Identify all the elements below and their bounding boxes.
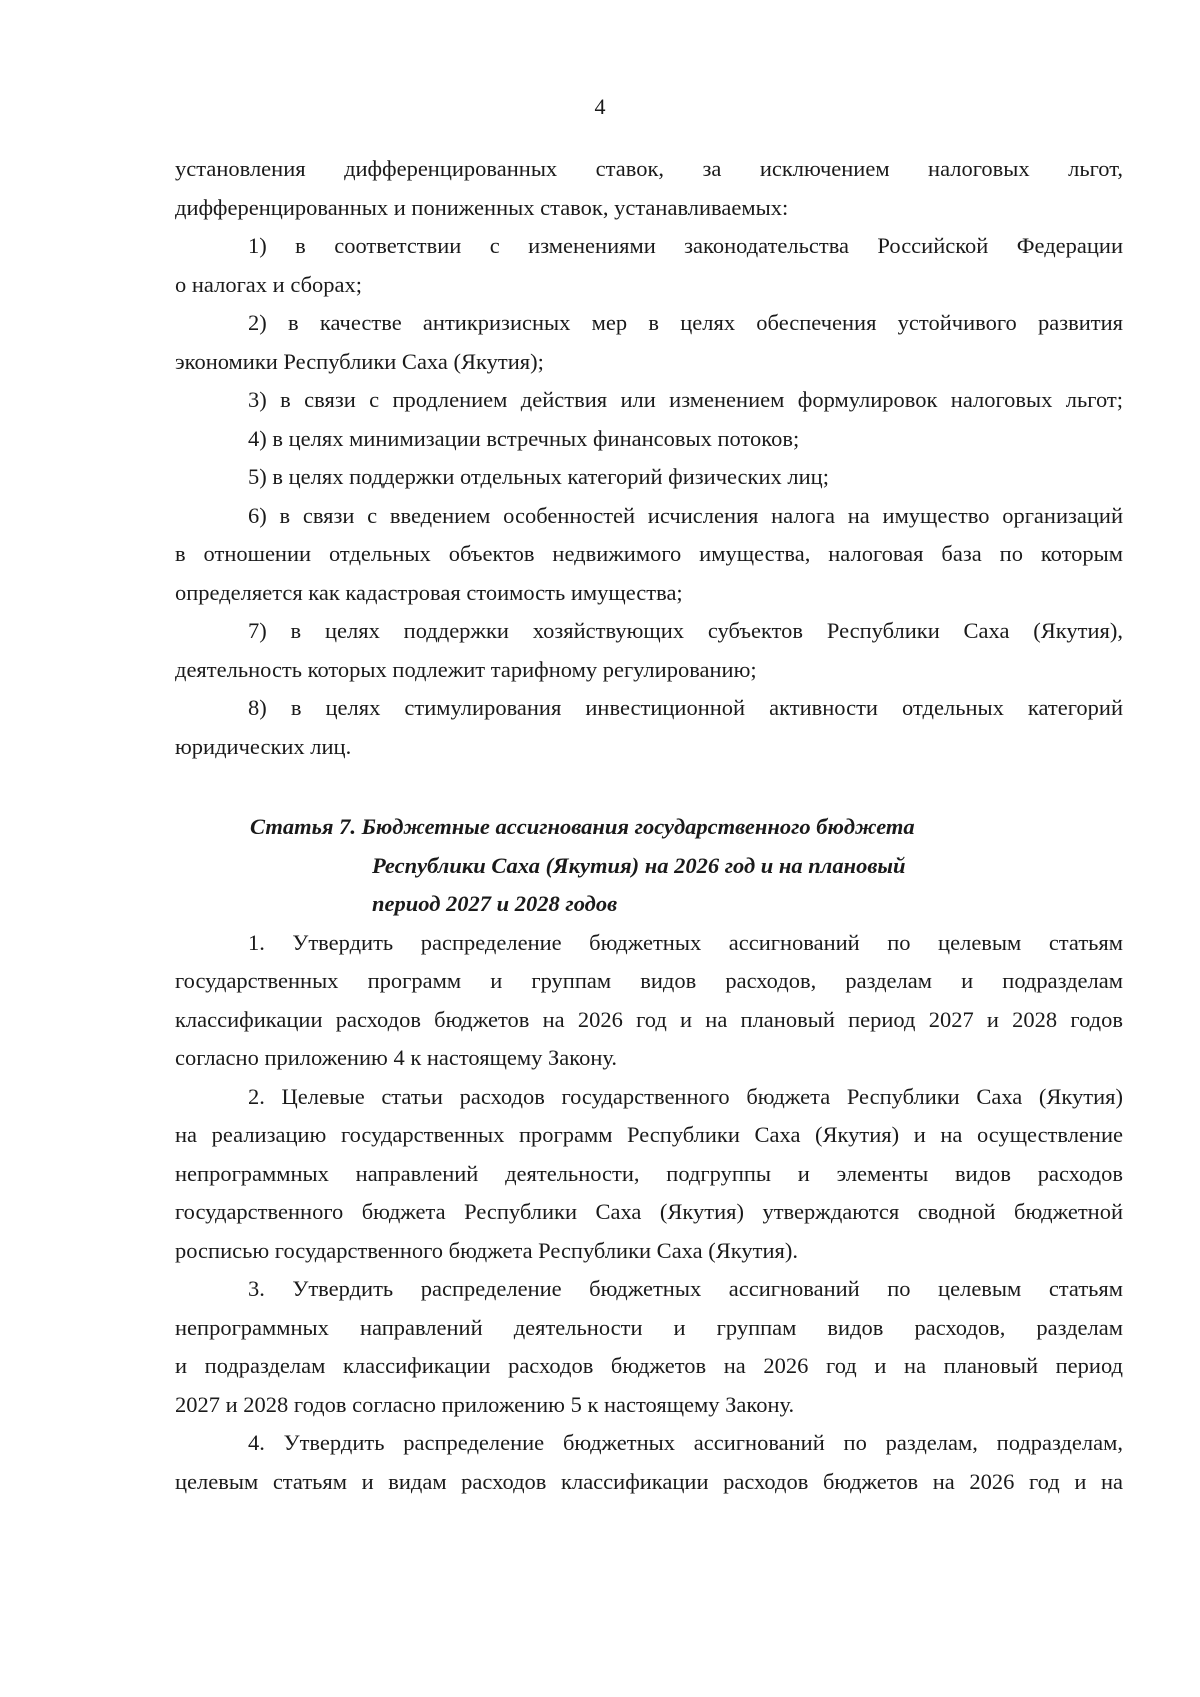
text-line: 7) в целях поддержки хозяйствующих субъектов Республики Саха (Якутия), [248, 618, 1123, 643]
article-paragraph [175, 1078, 1123, 1271]
text-line: 8) в целях стимулирования инвестиционной активности отдельных категорий [248, 695, 1123, 720]
text-line: 1. Утвердить распределение бюджетных ассигнований по целевым статьям [248, 929, 1123, 955]
text-line: на реализацию государственных программ Республики Саха (Якутия) и на осуществление [175, 1122, 1123, 1147]
text-line: установления дифференцированных ставок, за исключением налоговых льгот, [175, 156, 1123, 181]
list-item [175, 458, 1123, 497]
list-item [175, 612, 1123, 689]
text-line: экономики Республики Саха (Якутия); [175, 348, 544, 374]
text-line: росписью государственного бюджета Республики Саха (Якутия). [175, 1237, 798, 1263]
text-line: и подразделам классификации расходов бюджетов на 2026 год и на плановый период [175, 1353, 1123, 1378]
text-line: непрограммных направлений деятельности, подгруппы и элементы видов расходов [175, 1160, 1123, 1186]
article-heading [175, 808, 1123, 924]
text-line: 2) в качестве антикризисных мер в целях обеспечения устойчивого развития [248, 310, 1123, 335]
text-line: о налогах и сборах; [175, 271, 363, 297]
text-line: 6) в связи с введением особенностей исчисления налога на имущество организаций [248, 502, 1123, 528]
list-item [175, 304, 1123, 381]
text-line: 5) в целях поддержки отдельных категорий физических лиц; [248, 464, 829, 489]
text-line: согласно приложению 4 к настоящему Закону. [175, 1045, 617, 1070]
text-line: 2027 и 2028 годов согласно приложению 5 к настоящему Закону. [175, 1391, 795, 1417]
list-item [175, 381, 1123, 420]
spacer [175, 766, 1123, 808]
text-line: государственных программ и группам видов расходов, разделам и подразделам [175, 968, 1123, 993]
text-line: юридических лиц. [175, 733, 352, 759]
heading-line: период 2027 и 2028 годов [372, 891, 618, 916]
article-paragraph [175, 1424, 1123, 1501]
text-line: 3) в связи с продлением действия или изменением формулировок налоговых льгот; [248, 387, 1123, 412]
list-item [175, 497, 1123, 613]
text-line: дифференцированных и пониженных ставок, устанавливаемых: [175, 194, 789, 220]
text-line: классификации расходов бюджетов на 2026 год и на плановый период 2027 и 2028 годов [175, 1006, 1123, 1032]
text-line: непрограммных направлений деятельности и группам видов расходов, разделам [175, 1314, 1123, 1340]
text-line: целевым статьям и видам расходов классификации расходов бюджетов на 2026 год и на [175, 1468, 1123, 1494]
article-paragraph [175, 1270, 1123, 1424]
text-line: 4) в целях минимизации встречных финансовых потоков; [248, 425, 800, 451]
text-line: 1) в соответствии с изменениями законодательства Российской Федерации [248, 233, 1123, 258]
list-item [175, 420, 1123, 459]
list-item [175, 689, 1123, 766]
list-item [175, 227, 1123, 304]
text-line: государственного бюджета Республики Саха (Якутия) утверждаются сводной бюджетной [175, 1199, 1123, 1224]
page-number: 4 [594, 94, 606, 119]
article-paragraph [175, 924, 1123, 1078]
heading-line: Республики Саха (Якутия) на 2026 год и на плановый [372, 852, 906, 878]
document-body [175, 150, 1123, 1501]
text-line: 4. Утвердить распределение бюджетных ассигнований по разделам, подразделам, [248, 1430, 1123, 1455]
text-line: в отношении отдельных объектов недвижимого имущества, налоговая база по которым [175, 541, 1123, 566]
intro-paragraph [175, 150, 1123, 227]
heading-line: Статья 7. Бюджетные ассигнования государственного бюджета [250, 814, 915, 839]
text-line: 3. Утвердить распределение бюджетных ассигнований по целевым статьям [248, 1276, 1123, 1301]
text-line: 2. Целевые статьи расходов государственного бюджета Республики Саха (Якутия) [248, 1083, 1123, 1109]
text-line: деятельность которых подлежит тарифному регулированию; [175, 656, 757, 682]
text-line: определяется как кадастровая стоимость имущества; [175, 579, 683, 605]
